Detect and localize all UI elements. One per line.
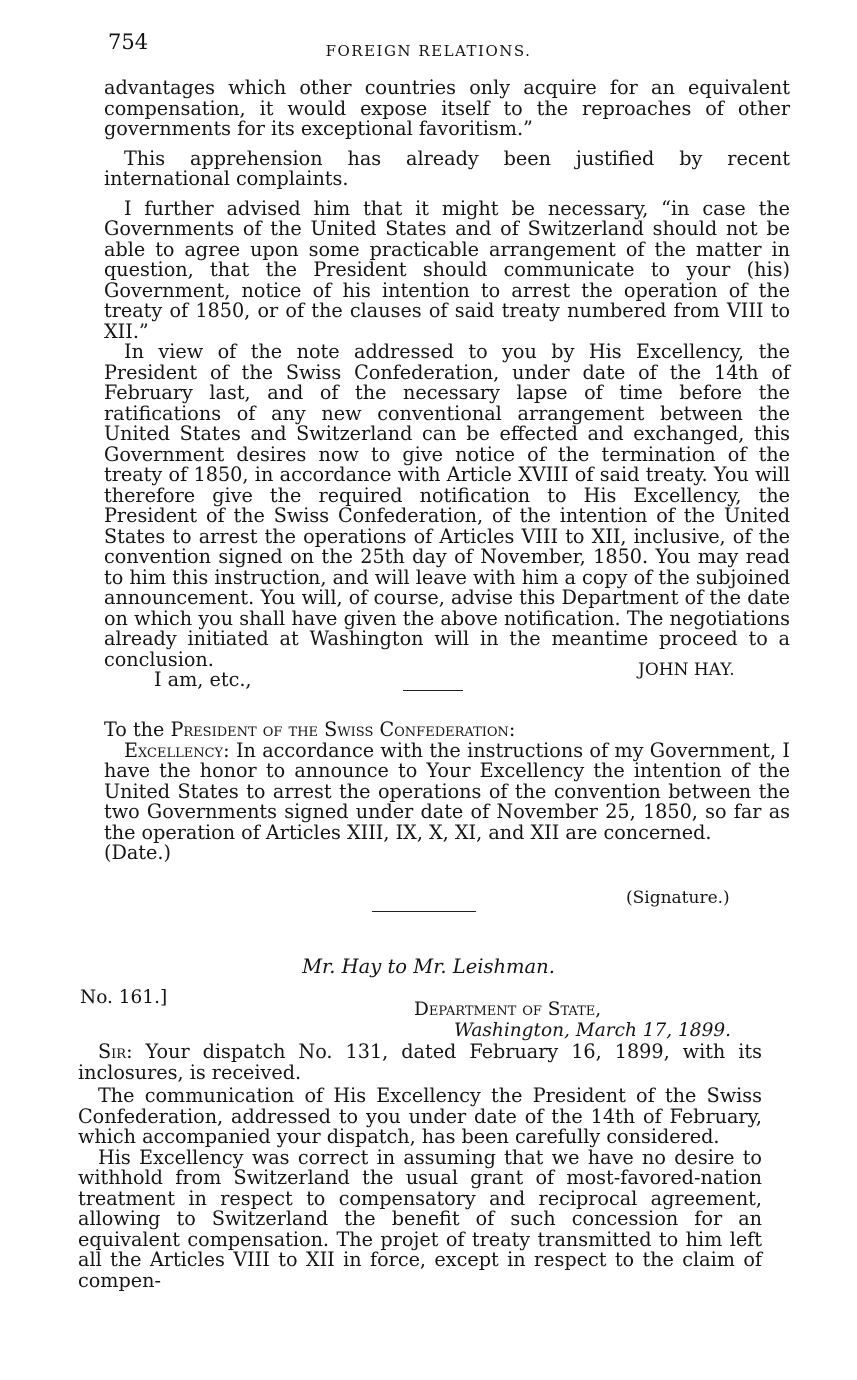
paragraph: Sir: Your dispatch No. 131, dated February 16, 1899, with its inclosures, is received. <box>78 1040 762 1084</box>
paragraph: His Excellency was correct in assuming that we have no desire to withhold from Switzerland the usual grant of most-favored-nation treatment in respect to compensatory and reciprocal agreement, allowing to Switzerland the benefit of such concession for an equivalent compensation. The projet of treaty transmitted to him left all the Articles VIII to XII in force, except in respect to the claim of compen- <box>78 1145 762 1292</box>
paragraph: The communication of His Excellency the President of the Swiss Confederation, addressed to you under date of the 14th of February, which accompanied your dispatch, has been carefully considered. <box>78 1084 762 1148</box>
closing: I am, etc., <box>154 668 252 691</box>
announcement-body: Excellency: In accordance with the instructions of my Government, I have the honor to announce to Your Excellency the intention of the United States to arrest the operations of the convention between the two Governments signed under date of November 25, 1850, so far as the operation of Articles XIII, IX, X, XI, and XII are concerned. <box>104 738 790 844</box>
department: Department of State, <box>414 999 602 1020</box>
paragraph: This apprehension has already been justified by recent international complaints. <box>104 146 790 190</box>
letter1-body <box>104 78 790 691</box>
letter2-body <box>78 1042 762 1291</box>
address-line: To the President of the Swiss Confederation: <box>104 718 516 741</box>
section-divider <box>403 690 463 691</box>
paragraph: In view of the note addressed to you by His Excellency, the President of the Swiss Confederation, under date of the 14th of February last, and of the necessary lapse of time before the ratifications of any new conventional arrangement between the United States and Switzerland can be effected and exchanged, this Government desires now to give notice of the termination of the treaty of 1850, in accordance with Article XVIII of said treaty. You will therefore give the required notification to His Excellency, the President of the Swiss Confederation, of the intention of the United States to arrest the operations of Articles VIII to XII, inclusive, of the convention signed on the 25th day of November, 1850. You may read to him this instruction, and will leave with him a copy of the subjoined announcement. You will, of course, advise this Department of the date on which you shall have given the above notification. The negotiations already initiated at Washington will in the meantime proceed to a conclusion. <box>104 340 790 671</box>
signature: JOHN HAY. <box>638 660 735 680</box>
section-divider <box>372 911 476 912</box>
page-number: 754 <box>108 30 149 54</box>
dispatch-number: No. 161.] <box>80 987 168 1008</box>
running-title: FOREIGN RELATIONS. <box>325 42 532 60</box>
place-date: Washington, March 17, 1899. <box>454 1020 732 1041</box>
announcement <box>104 720 790 864</box>
paragraph: advantages which other countries only acquire for an equivalent compensation, it would expose itself to the reproaches of other governments for its exceptional favoritism.” <box>104 76 790 140</box>
paragraph: I further advised him that it might be necessary, “in case the Governments of the United States and of Switzerland should not be able to agree upon some practicable arrangement of the matter in question, that the President should communicate to your (his) Government, notice of his intention to arrest the operation of the treaty of 1850, or of the clauses of said treaty numbered from VIII to XII.” <box>104 196 790 343</box>
date-placeholder: (Date.) <box>104 841 171 864</box>
letter-title: Mr. Hay to Mr. Leishman. <box>302 955 555 978</box>
signature-placeholder: (Signature.) <box>626 888 730 908</box>
